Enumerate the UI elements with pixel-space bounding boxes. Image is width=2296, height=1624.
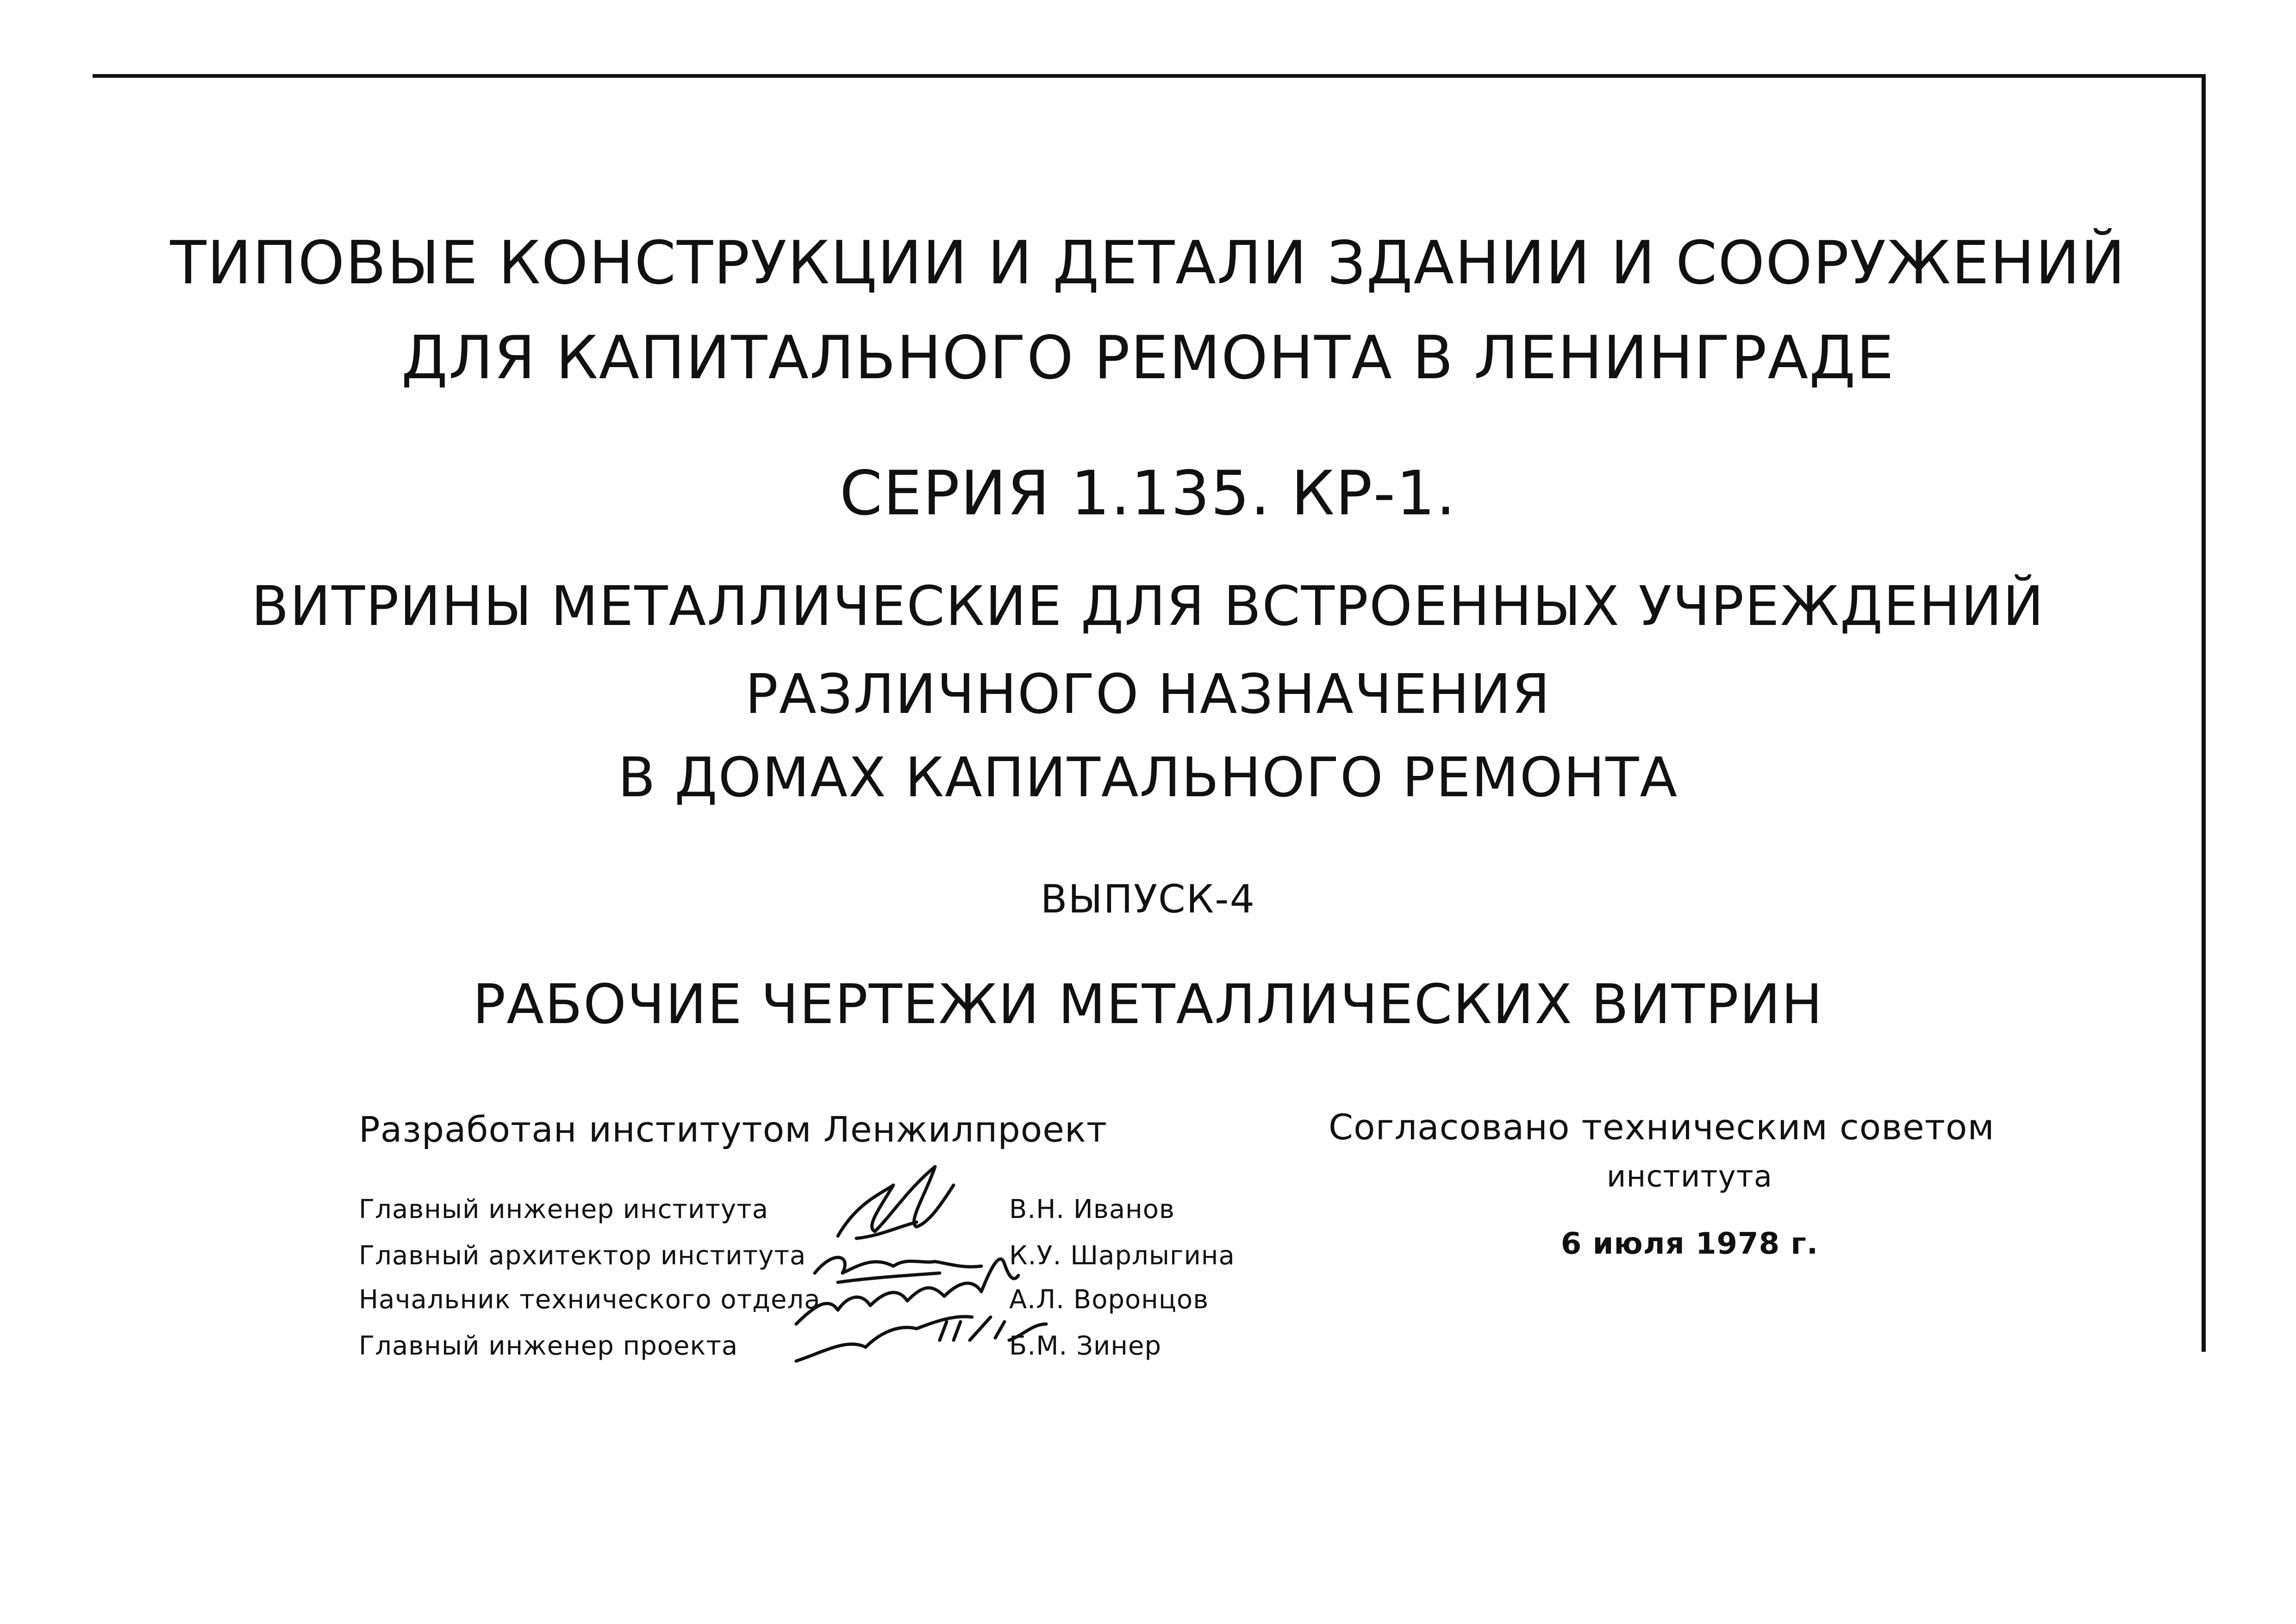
staff-role: Главный инженер проекта [359,1331,738,1361]
staff-role: Главный архитектор института [359,1241,806,1271]
staff-row [359,1331,1162,1361]
approval-date: 6 июля 1978 г. [1560,1227,1819,1261]
working-drawings-title: РАБОЧИЕ ЧЕРТЕЖИ МЕТАЛЛИЧЕСКИХ ВИТРИН [473,972,1823,1036]
subject-line-2: РАЗЛИЧНОГО НАЗНАЧЕНИЯ [745,662,1551,726]
handwritten-signatures [787,1157,1259,1389]
staff-name: К.У. Шарлыгина [1009,1241,1235,1271]
subject-line-1: ВИТРИНЫ МЕТАЛЛИЧЕСКИЕ ДЛЯ ВСТРОЕННЫХ УЧРЕЖДЕНИЙ [251,574,2045,638]
staff-row [359,1241,1235,1271]
staff-name: В.Н. Иванов [1009,1194,1175,1224]
staff-name: Б.М. Зинер [1009,1331,1162,1361]
signature-3 [796,1259,1018,1324]
approval-subheading: института [1606,1160,1773,1194]
staff-role: Главный инженер института [359,1194,769,1224]
signature-2 [815,1257,981,1282]
signature-1 [838,1167,954,1238]
subject-line-3: В ДОМАХ КАПИТАЛЬНОГО РЕМОНТА [618,745,1678,809]
frame-top-border [93,74,2203,78]
staff-row [359,1194,1175,1224]
issue-number: ВЫПУСК-4 [1040,876,1256,922]
staff-name: А.Л. Воронцов [1009,1285,1209,1315]
title-line-2: ДЛЯ КАПИТАЛЬНОГО РЕМОНТА В ЛЕНИНГРАДЕ [401,324,1895,393]
series-number: СЕРИЯ 1.135. КР-1. [839,458,1457,529]
title-line-1: ТИПОВЫЕ КОНСТРУКЦИИ И ДЕТАЛИ ЗДАНИИ И СООРУЖЕНИЙ [170,229,2126,298]
staff-role: Начальник технического отдела [359,1285,821,1315]
signature-4 [796,1317,1046,1361]
staff-row [359,1285,1209,1315]
approval-heading: Согласовано техническим советом [1329,1106,1995,1148]
developer-heading: Разработан институтом Ленжилпроект [359,1109,1108,1150]
